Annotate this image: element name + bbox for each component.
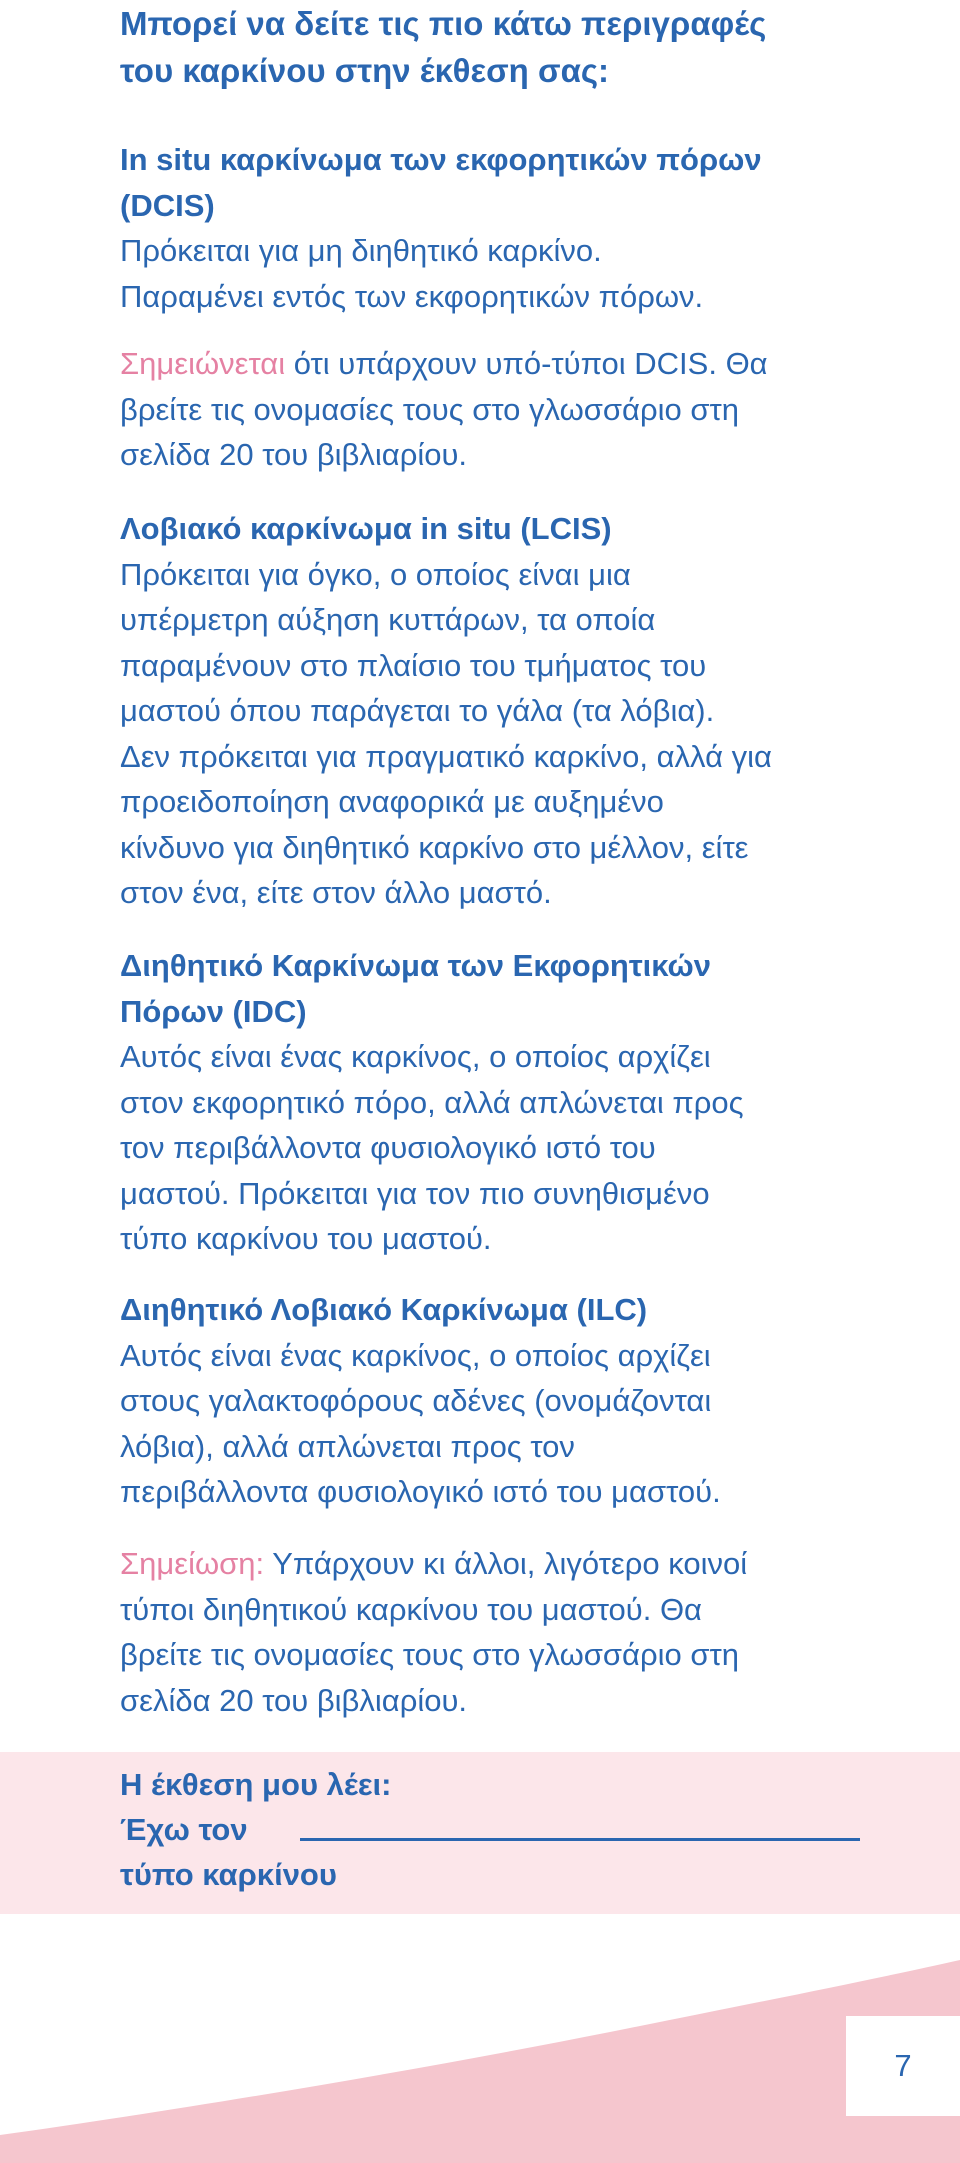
section-ilc — [120, 1287, 880, 1515]
report-box-line-3: τύπο καρκίνου — [120, 1857, 337, 1892]
intro-line-1: Μπορεί να δείτε τις πιο κάτω περιγραφές — [120, 5, 767, 42]
lcis-body-line: στον ένα, είτε στον άλλο μαστό. — [120, 875, 552, 910]
intro-line-2: του καρκίνου στην έκθεση σας: — [120, 52, 610, 89]
ilc-title: Διηθητικό Λοβιακό Καρκίνωμα (ILC) — [120, 1292, 648, 1327]
lcis-body-line: υπέρμετρη αύξηση κυττάρων, τα οποία — [120, 602, 656, 637]
cancer-type-fill-in-line[interactable] — [300, 1838, 860, 1841]
idc-title-line-1: Διηθητικό Καρκίνωμα των Εκφορητικών — [120, 948, 711, 983]
dcis-note-label: Σημειώνεται — [120, 346, 286, 381]
note-line-2: τύποι διηθητικού καρκίνου του μαστού. Θα — [120, 1591, 702, 1627]
idc-body-line: τον περιβάλλοντα φυσιολογικό ιστό του — [120, 1130, 656, 1165]
idc-title-line-2: Πόρων (IDC) — [120, 993, 307, 1029]
lcis-body-line: προειδοποίηση αναφορικά με αυξημένο — [120, 784, 664, 819]
page-number-box — [846, 2016, 960, 2116]
idc-body-line: Αυτός είναι ένας καρκίνος, ο οποίος αρχίζει — [120, 1039, 711, 1074]
note-line-3: βρείτε τις ονομασίες τους στο γλωσσάριο στη — [120, 1637, 739, 1672]
dcis-body-line: Παραμένει εντός των εκφορητικών πόρων. — [120, 278, 704, 314]
section-note — [120, 1541, 880, 1723]
dcis-note-line-3: σελίδα 20 του βιβλιαρίου. — [120, 437, 468, 472]
dcis-note-line-2: βρείτε τις ονομασίες τους στο γλωσσάριο στη — [120, 391, 739, 427]
ilc-body-line: στους γαλακτοφόρους αδένες (ονομάζονται — [120, 1383, 712, 1418]
ilc-body-line: περιβάλλοντα φυσιολογικό ιστό του μαστού. — [120, 1474, 721, 1509]
dcis-title-line-1: In situ καρκίνωμα των εκφορητικών πόρων — [120, 142, 762, 177]
dcis-title-line-2: (DCIS) — [120, 187, 215, 223]
note-label: Σημείωση: — [120, 1546, 265, 1581]
note-text: Υπάρχουν κι άλλοι, λιγότερο κοινοί — [264, 1546, 748, 1581]
ilc-body-line: λόβια), αλλά απλώνεται προς τον — [120, 1428, 575, 1464]
dcis-note-line-1 — [120, 341, 880, 387]
dcis-note-text: ότι υπάρχουν υπό-τύποι DCIS. Θα — [285, 346, 768, 381]
idc-body-line: στον εκφορητικό πόρο, αλλά απλώνεται προς — [120, 1084, 744, 1120]
note-line-1 — [120, 1541, 880, 1587]
section-lcis — [120, 506, 880, 916]
lcis-body-line: Δεν πρόκειται για πραγματικό καρκίνο, αλλά για — [120, 738, 772, 774]
lcis-body-line: κίνδυνο για διηθητικό καρκίνο στο μέλλον, είτε — [120, 829, 749, 865]
page-number: 7 — [894, 2048, 912, 2083]
lcis-body-line: Πρόκειται για όγκο, ο οποίος είναι μια — [120, 556, 631, 592]
report-box-line-1: Η έκθεση μου λέει: — [120, 1767, 392, 1802]
intro-heading — [120, 0, 880, 94]
lcis-body-line: παραμένουν στο πλαίσιο του τμήματος του — [120, 647, 707, 683]
note-line-4: σελίδα 20 του βιβλιαρίου. — [120, 1682, 468, 1718]
ilc-body-line: Αυτός είναι ένας καρκίνος, ο οποίος αρχίζει — [120, 1337, 711, 1373]
report-box — [0, 1752, 960, 1914]
dcis-body-line: Πρόκειται για μη διηθητικό καρκίνο. — [120, 233, 602, 268]
report-box-line-2: Έχω τον — [120, 1812, 248, 1847]
idc-body-line: τύπο καρκίνου του μαστού. — [120, 1221, 492, 1256]
lcis-title: Λοβιακό καρκίνωμα in situ (LCIS) — [120, 511, 612, 546]
section-idc — [120, 943, 880, 1262]
section-dcis — [120, 137, 880, 478]
idc-body-line: μαστού. Πρόκειται για τον πιο συνηθισμένο — [120, 1175, 710, 1211]
lcis-body-line: μαστού όπου παράγεται το γάλα (τα λόβια). — [120, 693, 715, 728]
decorative-wave — [0, 1960, 960, 2163]
